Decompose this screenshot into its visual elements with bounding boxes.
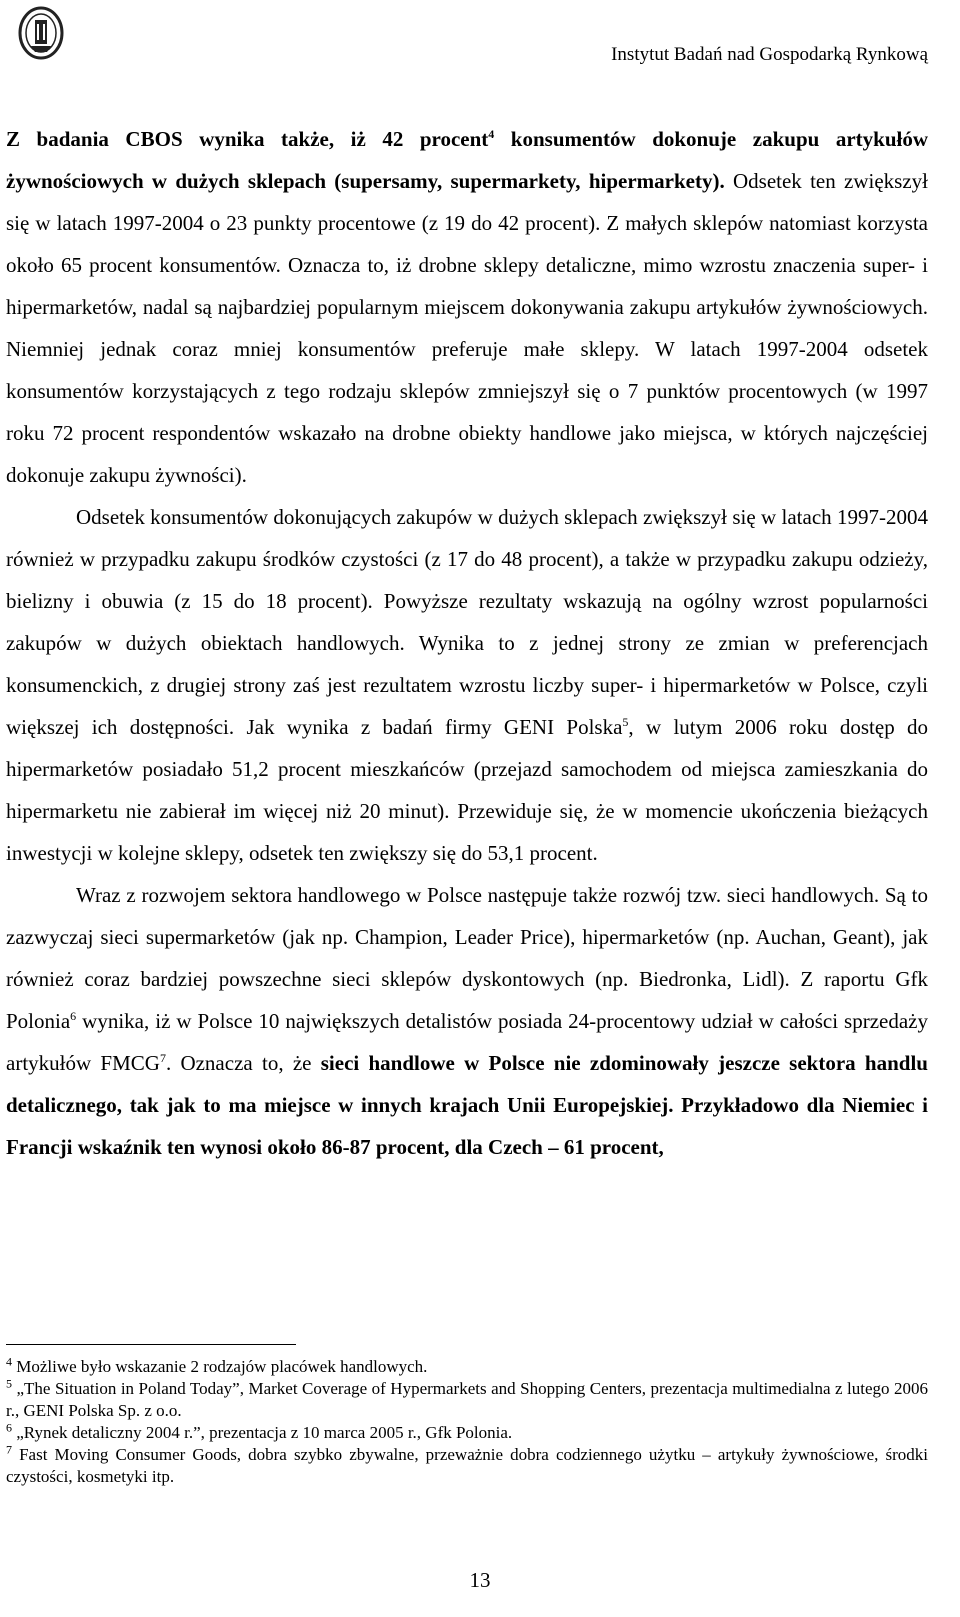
paragraph bbox=[6, 874, 928, 1168]
text-segment: konsumentów dokonuje zakupu artykułów żywnościowych w dużych sklepach (supersamy, supermarkety, hipermarkety). bbox=[6, 127, 928, 193]
text-segment: Odsetek ten zwiększył się w latach 1997-2004 o 23 punkty procentowe (z 19 do 42 procent). Z małych sklepów natomiast korzysta około 65 procent konsumentów. Oznacza to, iż drobne sklepy detaliczne, mimo wzrostu znaczenia super- i hipermarketów, nadal są najbardziej popularnym miejscem dokonywania zakupu artykułów żywnościowych. Niemniej jednak coraz mniej konsumentów preferuje małe sklepy. W latach 1997-2004 odsetek konsumentów korzystających z tego rodzaju sklepów zmniejszył się o 7 punktów procentowych (w 1997 roku 72 procent respondentów wskazało na drobne obiekty handlowe jako miejsca, w których najczęściej dokonuje zakupu żywności). bbox=[6, 169, 928, 487]
footnote-ref: 7 bbox=[159, 1051, 166, 1065]
footnote-number: 4 bbox=[6, 1354, 12, 1369]
page-number: 13 bbox=[469, 1568, 491, 1592]
footnote-number: 7 bbox=[6, 1442, 12, 1457]
institute-emblem-icon bbox=[18, 6, 64, 60]
text-segment: Odsetek konsumentów dokonujących zakupów w dużych sklepach zwiększył się w latach 1997-2004 również w przypadku zakupu środków czystości (z 17 do 48 procent), a także w przypadku zakupu odzieży, bielizny i obuwia (z 15 do 18 procent). Powyższe rezultaty wskazują na ogólny wzrost popularności zakupów w dużych obiektach handlowych. Wynika to z jednej strony ze zmian w preferencjach konsumenckich, z drugiej strony zaś jest rezultatem wzrostu liczby super- i hipermarketów w Polsce, czyli większej ich dostępności. Jak wynika z badań firmy GENI Polska bbox=[6, 505, 928, 739]
footnote-ref: 5 bbox=[622, 715, 629, 729]
footnote-text: Możliwe było wskazanie 2 rodzajów placówek handlowych. bbox=[12, 1357, 428, 1376]
footnote bbox=[6, 1356, 928, 1378]
text-segment: Wraz z rozwojem sektora handlowego w Polsce następuje także rozwój tzw. sieci handlowych. Są to zazwyczaj sieci supermarketów (jak np. Champion, Leader Price), hipermarketów (np. Auchan, Geant), jak również coraz bardziej powszechne sieci sklepów dyskontowych (np. Biedronka, Lidl). Z raportu Gfk Polonia bbox=[6, 883, 928, 1033]
footnote-number: 5 bbox=[6, 1376, 12, 1391]
footnotes bbox=[6, 1356, 928, 1488]
institute-header: Instytut Badań nad Gospodarką Rynkową bbox=[611, 44, 928, 65]
footnote-text: „The Situation in Poland Today”, Market Coverage of Hypermarkets and Shopping Centers, prezentacja multimedialna z lutego 2006 r., GENI Polska Sp. z o.o. bbox=[6, 1379, 928, 1420]
text-segment: wynika, iż w Polsce 10 największych detalistów posiada 24-procentowy udział w całości sprzedaży artykułów FMCG bbox=[6, 1009, 928, 1075]
footnote-text: Fast Moving Consumer Goods, dobra szybko zbywalne, przeważnie dobra codziennego użytku – artykuły żywnościowe, środki czystości, kosmetyki itp. bbox=[6, 1445, 928, 1486]
footnote-ref: 4 bbox=[488, 127, 495, 141]
footnote bbox=[6, 1422, 928, 1444]
footnote-text: „Rynek detaliczny 2004 r.”, prezentacja z 10 marca 2005 r., Gfk Polonia. bbox=[12, 1423, 513, 1442]
footnote-ref: 6 bbox=[70, 1009, 77, 1023]
text-segment: Z badania CBOS wynika także, iż 42 procent bbox=[6, 127, 489, 151]
footnote-divider bbox=[6, 1344, 296, 1345]
text-segment: sieci handlowe w Polsce nie zdominowały jeszcze sektora handlu detalicznego, tak jak to ma miejsce w innych krajach Unii Europejskiej. Przykładowo dla Niemiec i Francji wskaźnik ten wynosi około 86-87 procent, dla Czech – 61 procent, bbox=[6, 1051, 928, 1159]
text-segment: . Oznacza to, że bbox=[165, 1051, 321, 1075]
paragraph bbox=[6, 496, 928, 874]
main-text bbox=[6, 118, 928, 1168]
footnote bbox=[6, 1444, 928, 1488]
text-segment: , w lutym 2006 roku dostęp do hipermarketów posiadało 51,2 procent mieszkańców (przejazd samochodem od miejsca zamieszkania do hipermarketu nie zabierał im więcej niż 20 minut). Przewiduje się, że w momencie ukończenia bieżących inwestycji w kolejne sklepy, odsetek ten zwiększy się do 53,1 procent. bbox=[6, 715, 928, 865]
footnote bbox=[6, 1378, 928, 1422]
paragraph bbox=[6, 118, 928, 496]
footnote-number: 6 bbox=[6, 1420, 12, 1435]
